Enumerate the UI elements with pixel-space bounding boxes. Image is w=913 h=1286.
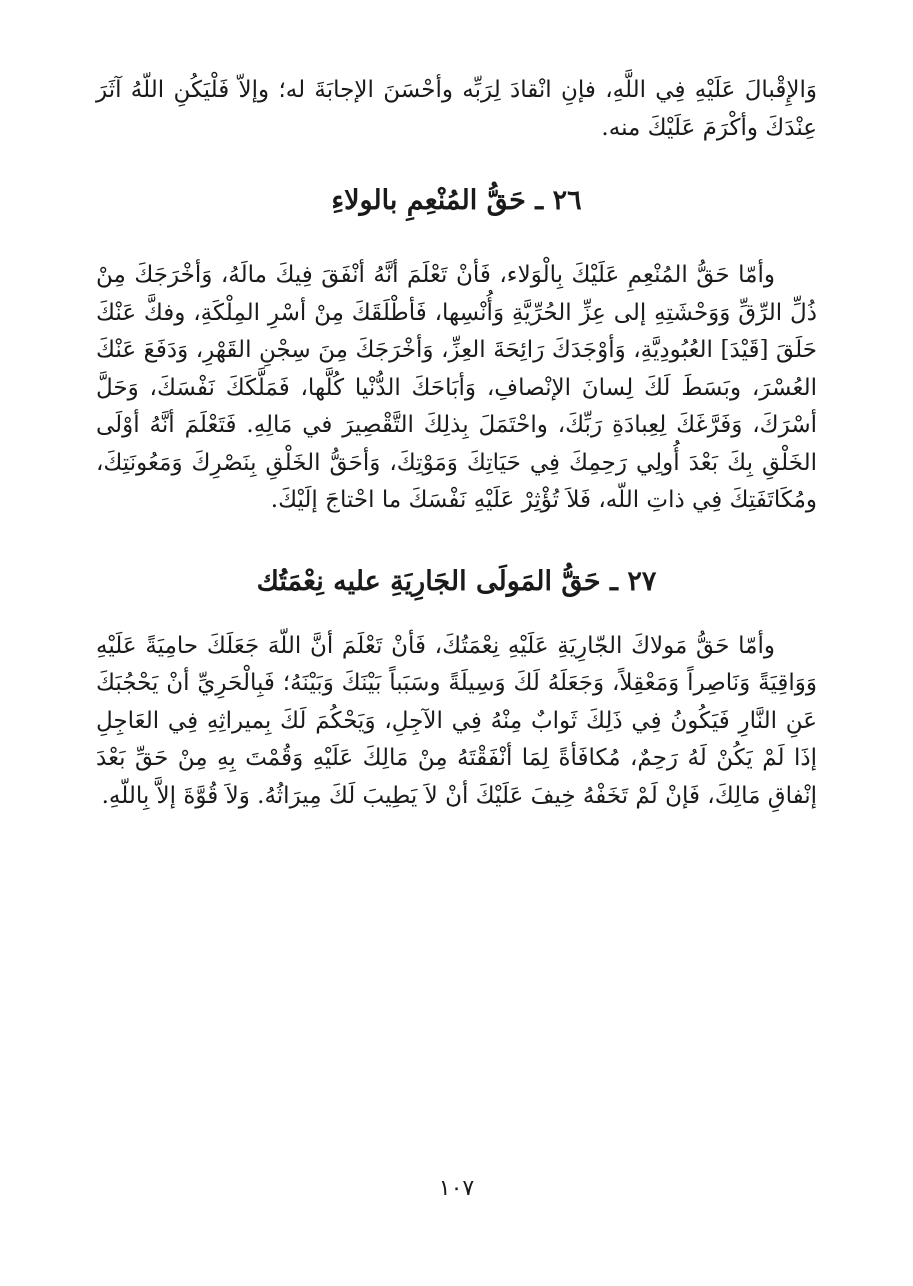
opening-paragraph: وَالإِقْبالَ عَلَيْهِ فِي اللَّهِ، فإنِ انْقادَ لِرَبِّه وأحْسَنَ الإجابَةَ له؛ وإلاّ فَلْيَكُنِ اللّهُ آثَرَ عِنْدَكَ وأكْرَمَ عَلَيْكَ منه. (96, 77, 817, 141)
section-heading-26: ٢٦ ـ حَقُّ المُنْعِمِ بالولاءِ (331, 185, 582, 216)
section-body-26: وأمّا حَقُّ المُنْعِمِ عَلَيْكَ بِالْوَلاء، فَأنْ تَعْلَمَ أنَّهُ أنْفَقَ فِيكَ مالَهُ، وَأخْرَجَكَ مِنْ ذُلِّ الرِّقِّ وَوَحْشَتِهِ إلى عِزِّ الحُرِّيَّةِ وَأُنْسِها، فَأطْلَقَكَ مِنْ أسْرِ المِلْكَةِ، وفكَّ عَنْكَ حَلَقَ [قَيْدَ] العُبُودِيَّةِ، وَأوْجَدَكَ رَائِحَةَ العِزِّ، وَأخْرَجَكَ مِنَ سِجْنِ القَهْرِ، وَدَفَعَ عَنْكَ العُسْرَ، وبَسَطَ لَكَ لِسانَ الإنْصافِ، وَأبَاحَكَ الدُّنْيا كُلَّها، فَمَلَّكَكَ نَفْسَكَ، وَحَلَّ أسْرَكَ، وَفَرَّغَكَ لِعِبادَةِ رَبِّكَ، واحْتَمَلَ بِذلِكَ التَّقْصِيرَ في مَالِهِ. فَتَعْلَمَ أنَّهُ أوْلَى الخَلْقِ بِكَ بَعْدَ أُولِي رَحِمِكَ فِي حَيَاتِكَ وَمَوْتِكَ، وَأحَقُّ الخَلْقِ بِنَصْرِكَ وَمَعُونَتِكَ، ومُكَاتَفَتِكَ فِي ذاتِ اللّه، فَلاَ تُؤْثِرْ عَلَيْهِ نَفْسَكَ ما احْتاجَ إلَيْكَ. (96, 262, 817, 513)
section-heading-27: ٢٧ ـ حَقُّ المَولَى الجَارِيَةِ عليه نِعْمَتُك (256, 565, 657, 597)
section-body-27: وأمّا حَقُّ مَولاكَ الجّارِيَةِ عَلَيْهِ نِعْمَتُكَ، فَأنْ تَعْلَمَ أنَّ اللّهَ جَعَلَكَ حامِيَةً عَلَيْهِ وَوَاقِيَةً وَنَاصِراً وَمَعْقِلاً، وَجَعَلَهُ لَكَ وَسِيلَةً وسَبَباً بَيْنَكَ وَبَيْنَهُ؛ فَبِالْحَرِيِّ أنْ يَحْجُبَكَ عَنِ النَّارِ فَيَكُونُ فِي ذَلِكَ ثَوابٌ مِنْهُ فِي الآجِلِ، وَيَحْكُمَ لَكَ بِميراثِهِ فِي العَاجِلِ إذَا لَمْ يَكُنْ لَهُ رَحِمٌ، مُكافَأةً لِمَا أنْفَقْتَهُ مِنْ مَالِكَ عَلَيْهِ وَقُمْتَ بِهِ مِنْ حَقِّ بَعْدَ إنْفاقِ مَالِكَ، فَإنْ لَمْ تَخَفْهُ خِيفَ عَلَيْكَ أنْ لاَ يَطِيبَ لَكَ مِيرَاثُهُ. وَلاَ قُوَّةَ إلاَّ بِاللّهِ. (96, 632, 817, 809)
page-number: ١٠٧ (438, 1176, 475, 1201)
